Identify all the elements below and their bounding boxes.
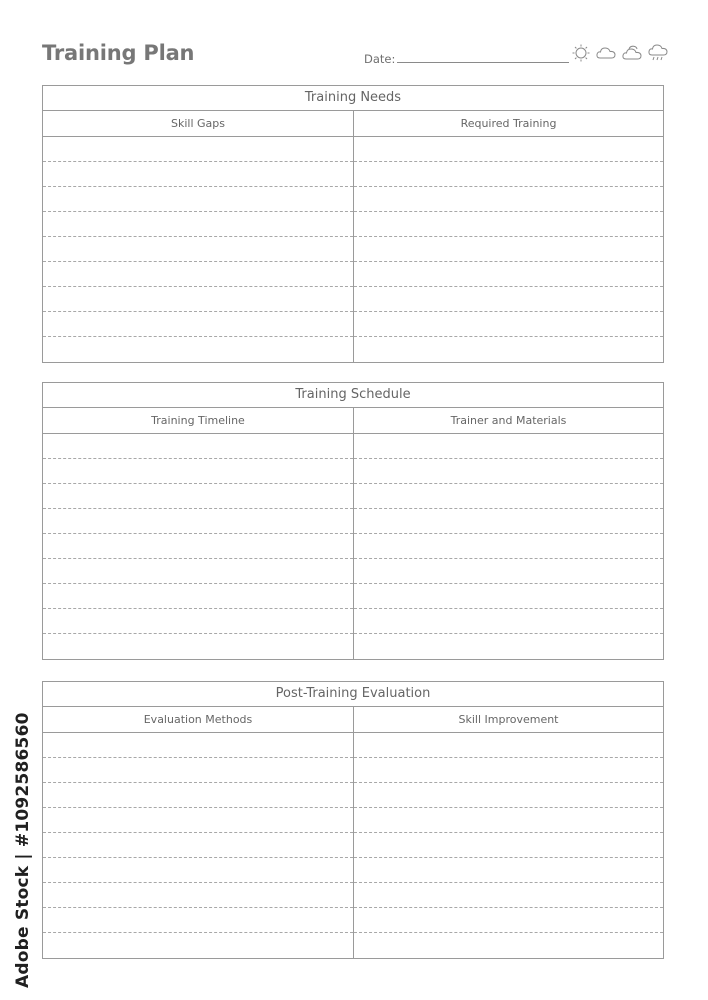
writing-line[interactable]: [43, 212, 353, 237]
column-header: Required Training: [354, 111, 663, 137]
writing-line[interactable]: [354, 162, 663, 187]
post-training-evaluation-section: [42, 681, 664, 959]
rain-icon[interactable]: [648, 44, 668, 62]
writing-line[interactable]: [43, 237, 353, 262]
writing-line[interactable]: [43, 509, 353, 534]
required-training-column: [353, 111, 663, 362]
writing-line[interactable]: [354, 933, 663, 958]
skill-gaps-column: [43, 111, 353, 362]
writing-line[interactable]: [43, 162, 353, 187]
writing-line[interactable]: [354, 287, 663, 312]
writing-line[interactable]: [354, 609, 663, 634]
writing-line[interactable]: [43, 534, 353, 559]
writing-line[interactable]: [354, 237, 663, 262]
writing-line[interactable]: [43, 883, 353, 908]
date-input-line[interactable]: [397, 62, 569, 63]
writing-line[interactable]: [43, 559, 353, 584]
writing-line[interactable]: [43, 459, 353, 484]
writing-line[interactable]: [43, 187, 353, 212]
writing-line[interactable]: [354, 262, 663, 287]
skill-improvement-column: [353, 707, 663, 958]
writing-line[interactable]: [354, 733, 663, 758]
writing-line[interactable]: [43, 337, 353, 362]
column-header: Trainer and Materials: [354, 408, 663, 434]
writing-line[interactable]: [354, 783, 663, 808]
section-title: Training Needs: [43, 86, 663, 111]
weather-icons: [572, 44, 668, 62]
writing-line[interactable]: [354, 434, 663, 459]
writing-line[interactable]: [354, 534, 663, 559]
writing-line[interactable]: [43, 908, 353, 933]
stock-watermark: Adobe Stock | #1092586560: [13, 712, 33, 988]
section-title: Training Schedule: [43, 383, 663, 408]
training-needs-section: [42, 85, 664, 363]
writing-line[interactable]: [354, 584, 663, 609]
writing-line[interactable]: [354, 337, 663, 362]
date-field[interactable]: [364, 50, 569, 66]
writing-line[interactable]: [354, 833, 663, 858]
section-title: Post-Training Evaluation: [43, 682, 663, 707]
writing-line[interactable]: [43, 833, 353, 858]
trainer-materials-column: [353, 408, 663, 659]
writing-line[interactable]: [354, 559, 663, 584]
writing-line[interactable]: [43, 808, 353, 833]
evaluation-methods-column: [43, 707, 353, 958]
writing-line[interactable]: [354, 212, 663, 237]
writing-line[interactable]: [43, 733, 353, 758]
writing-line[interactable]: [43, 783, 353, 808]
writing-line[interactable]: [43, 758, 353, 783]
writing-line[interactable]: [43, 634, 353, 659]
writing-line[interactable]: [354, 908, 663, 933]
cloud-icon[interactable]: [596, 46, 616, 60]
column-header: Skill Improvement: [354, 707, 663, 733]
writing-line[interactable]: [354, 858, 663, 883]
column-header: Evaluation Methods: [43, 707, 353, 733]
writing-line[interactable]: [43, 312, 353, 337]
writing-line[interactable]: [43, 137, 353, 162]
writing-line[interactable]: [43, 933, 353, 958]
column-header: Training Timeline: [43, 408, 353, 434]
writing-line[interactable]: [43, 858, 353, 883]
writing-line[interactable]: [354, 634, 663, 659]
training-schedule-section: [42, 382, 664, 660]
writing-line[interactable]: [43, 584, 353, 609]
writing-line[interactable]: [43, 262, 353, 287]
writing-line[interactable]: [354, 137, 663, 162]
sun-icon[interactable]: [572, 44, 590, 62]
writing-line[interactable]: [354, 459, 663, 484]
writing-line[interactable]: [354, 187, 663, 212]
writing-line[interactable]: [354, 808, 663, 833]
date-label: Date:: [364, 52, 396, 66]
writing-line[interactable]: [354, 509, 663, 534]
cloudy-icon[interactable]: [622, 45, 642, 61]
writing-line[interactable]: [43, 609, 353, 634]
writing-line[interactable]: [354, 758, 663, 783]
writing-line[interactable]: [43, 287, 353, 312]
writing-line[interactable]: [43, 434, 353, 459]
writing-line[interactable]: [43, 484, 353, 509]
page-title: Training Plan: [42, 41, 195, 65]
writing-line[interactable]: [354, 312, 663, 337]
column-header: Skill Gaps: [43, 111, 353, 137]
training-timeline-column: [43, 408, 353, 659]
writing-line[interactable]: [354, 484, 663, 509]
writing-line[interactable]: [354, 883, 663, 908]
